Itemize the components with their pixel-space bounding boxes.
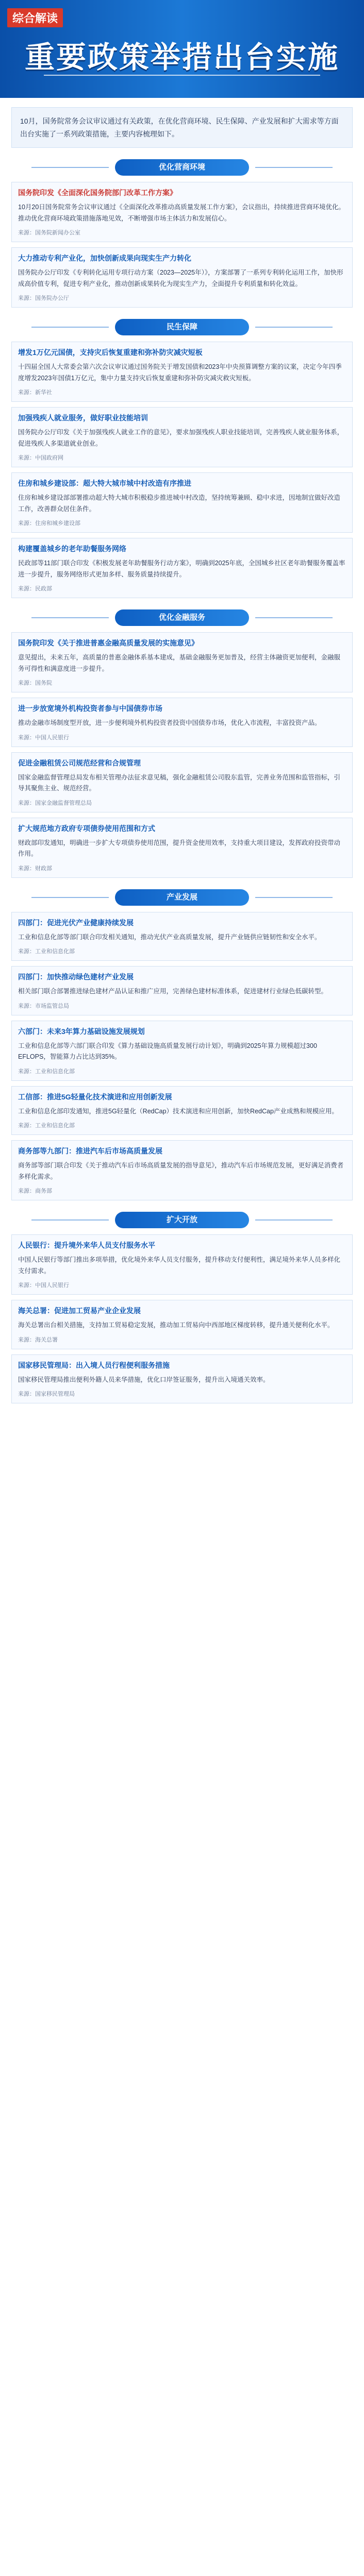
policy-text: 中国人民银行等部门推出多项举措，优化境外来华人员支付服务，提升移动支付便利性，满足境外来华人员多样化支付需求。 [18,1256,341,1275]
policy-text: 海关总署出台相关措施，支持加工贸易稳定发展，推动加工贸易向中西部地区梯度转移，提升通关便利化水平。 [18,1321,334,1329]
section-header: 民生保障 [115,319,249,335]
policy-title: 国家移民管理局：出入境人员行程便利服务措施 [18,1361,170,1369]
policy-title: 国务院印发《全面深化国务院部门改革工作方案》 [18,189,177,197]
section-header: 扩大开放 [115,1212,249,1228]
policy-title: 加强残疾人就业服务，做好职业技能培训 [18,414,148,422]
header-banner [0,0,364,98]
policy-title: 扩大规范地方政府专项债券使用范围和方式 [18,824,155,833]
policy-title: 增发1万亿元国债，支持灾后恢复重建和弥补防灾减灾短板 [18,348,203,357]
policy-card [11,632,353,692]
policy-title: 住房和城乡建设部：超大特大城市城中村改造有序推进 [18,479,191,487]
source-note: 来源：财政部 [18,865,52,872]
header-divider [44,75,321,76]
policy-card [11,818,353,878]
source-note: 来源：新华社 [18,389,52,396]
policy-text: 工业和信息化部等六部门联合印发《算力基础设施高质量发展行动计划》，明确到2025年算力规模超过300 EFLOPS，智能算力占比达到35%。 [18,1042,317,1060]
source-note: 来源：中国人民银行 [18,734,69,741]
source-note: 来源：中国政府网 [18,455,63,461]
policy-card [11,1086,353,1136]
source-note: 来源：工业和信息化部 [18,1123,75,1129]
policy-card [11,472,353,533]
policy-card [11,698,353,747]
policy-text: 住房和城乡建设部部署推动超大特大城市积极稳步推进城中村改造，坚持统筹兼顾、稳中求进，因地制宜做好改造工作，改善群众居住条件。 [18,494,341,513]
section-header: 产业发展 [115,889,249,906]
policy-title: 国务院印发《关于推进普惠金融高质量发展的实施意见》 [18,639,198,647]
policy-text: 民政部等11部门联合印发《积极发展老年助餐服务行动方案》，明确到2025年底，全国城乡社区老年助餐服务覆盖率进一步提升，服务网络形式更加多样、服务质量持续提升。 [18,560,345,578]
policy-text: 国务院办公厅印发《专利转化运用专项行动方案（2023—2025年）》，方案部署了一系列专利转化运用工作，加快形成高价值专利，促进专利产业化，推动创新成果转化为现实生产力，全面提升专利质量和转化效益。 [18,269,343,287]
policy-text: 财政部印发通知，明确进一步扩大专项债券使用范围，提升资金使用效率，支持重大项目建设，发挥政府投资带动作用。 [18,839,341,857]
policy-title: 四部门：加快推动绿色建材产业发展 [18,973,134,981]
policy-text: 意见提出，未来五年，高质量的普惠金融体系基本建成，基础金融服务更加普及，经营主体融资更加便利，金融服务可得性和满意度进一步提升。 [18,654,341,672]
policy-title: 构建覆盖城乡的老年助餐服务网络 [18,545,126,553]
policy-title: 六部门：未来3年算力基础设施发展规划 [18,1027,145,1036]
policy-card [11,407,353,467]
policy-title: 促进金融租赁公司规范经营和合规管理 [18,758,141,767]
policy-text: 国务院办公厅印发《关于加强残疾人就业工作的意见》，要求加强残疾人职业技能培训，完善残疾人就业服务体系，促进残疾人多渠道就业创业。 [18,429,344,447]
source-note: 来源：国家金融监督管理总局 [18,800,92,806]
policy-text: 十四届全国人大常委会第六次会议审议通过国务院关于增发国债和2023年中央预算调整方案的议案，决定今年四季度增发2023年国债1万亿元，集中力量支持灾后恢复重建和弥补防灾减灾救灾短板。 [18,363,342,382]
policy-card [11,182,353,242]
section-header: 优化金融服务 [115,609,249,626]
source-note: 来源：国家移民管理局 [18,1391,75,1397]
policy-card [11,1300,353,1349]
source-note: 来源：中国人民银行 [18,1282,69,1289]
policy-text: 国家金融监督管理总局发布相关管理办法征求意见稿，强化金融租赁公司股东监管，完善业务范围和监管指标，引导其聚焦主业、规范经营。 [18,773,341,792]
policy-text: 工业和信息化部印发通知，推进5G轻量化（RedCap）技术演进和应用创新，加快RedCap产业成熟和规模应用。 [18,1107,338,1115]
policy-card [11,1140,353,1200]
policy-text: 推动金融市场制度型开放，进一步便利境外机构投资者投资中国债券市场，优化入市流程，丰富投资产品。 [18,719,321,726]
policy-title: 四部门：促进光伏产业健康持续发展 [18,918,134,927]
policy-card [11,752,353,812]
policy-card [11,912,353,961]
policy-title: 工信部：推进5G轻量化技术演进和应用创新发展 [18,1092,172,1101]
source-note: 来源：住房和城乡建设部 [18,520,80,527]
source-note: 来源：工业和信息化部 [18,1068,75,1075]
page-title: 重要政策举措出台实施 [24,41,339,74]
source-note: 来源：工业和信息化部 [18,948,75,955]
policy-title: 大力推动专利产业化，加快创新成果向现实生产力转化 [18,254,191,262]
sections-container [0,159,364,1403]
policy-title: 进一步放宽境外机构投资者参与中国债券市场 [18,704,162,713]
policy-card [11,1354,353,1404]
policy-card [11,966,353,1015]
policy-card [11,538,353,598]
policy-card [11,342,353,402]
policy-text: 商务部等部门联合印发《关于推动汽车后市场高质量发展的指导意见》，推动汽车后市场规范发展，更好满足消费者多样化需求。 [18,1162,344,1180]
section-header: 优化营商环境 [115,159,249,176]
policy-text: 相关部门联合部署推进绿色建材产品认证和推广应用，完善绿色建材标准体系，促进建材行业绿色低碳转型。 [18,988,328,995]
policy-text: 国家移民管理局推出便利外籍人员来华措施，优化口岸签证服务，提升出入境通关效率。 [18,1376,270,1383]
policy-card [11,247,353,308]
source-note: 来源：海关总署 [18,1336,58,1343]
intro-text: 10月，国务院常务会议审议通过有关政策，在优化营商环境、民生保障、产业发展和扩大需求等方面出台实施了一系列政策措施，主要内容梳理如下。 [11,107,353,148]
policy-title: 海关总署：促进加工贸易产业企业发展 [18,1307,141,1315]
source-note: 来源：民政部 [18,586,52,592]
policy-card [11,1234,353,1295]
source-note: 来源：国务院 [18,680,52,686]
policy-title: 人民银行：提升境外来华人员支付服务水平 [18,1241,155,1249]
category-tag: 综合解读 [7,8,63,27]
policy-card [11,1021,353,1081]
source-note: 来源：商务部 [18,1188,52,1194]
policy-text: 工业和信息化部等部门联合印发相关通知，推动光伏产业高质量发展，提升产业链供应链韧性和安全水平。 [18,933,321,941]
source-note: 来源：国务院办公厅 [18,295,69,301]
source-note: 来源：市场监管总局 [18,1003,69,1009]
source-note: 来源：国务院新闻办公室 [18,230,80,236]
policy-text: 10月20日国务院常务会议审议通过《全面深化改革推动高质量发展工作方案》，会议指出，持续推进营商环境优化。推动优化营商环境政策措施落地见效，不断增强市场主体活力和发展信心。 [18,204,345,222]
policy-title: 商务部等九部门：推进汽车后市场高质量发展 [18,1147,162,1155]
footer-space [0,1409,364,1429]
